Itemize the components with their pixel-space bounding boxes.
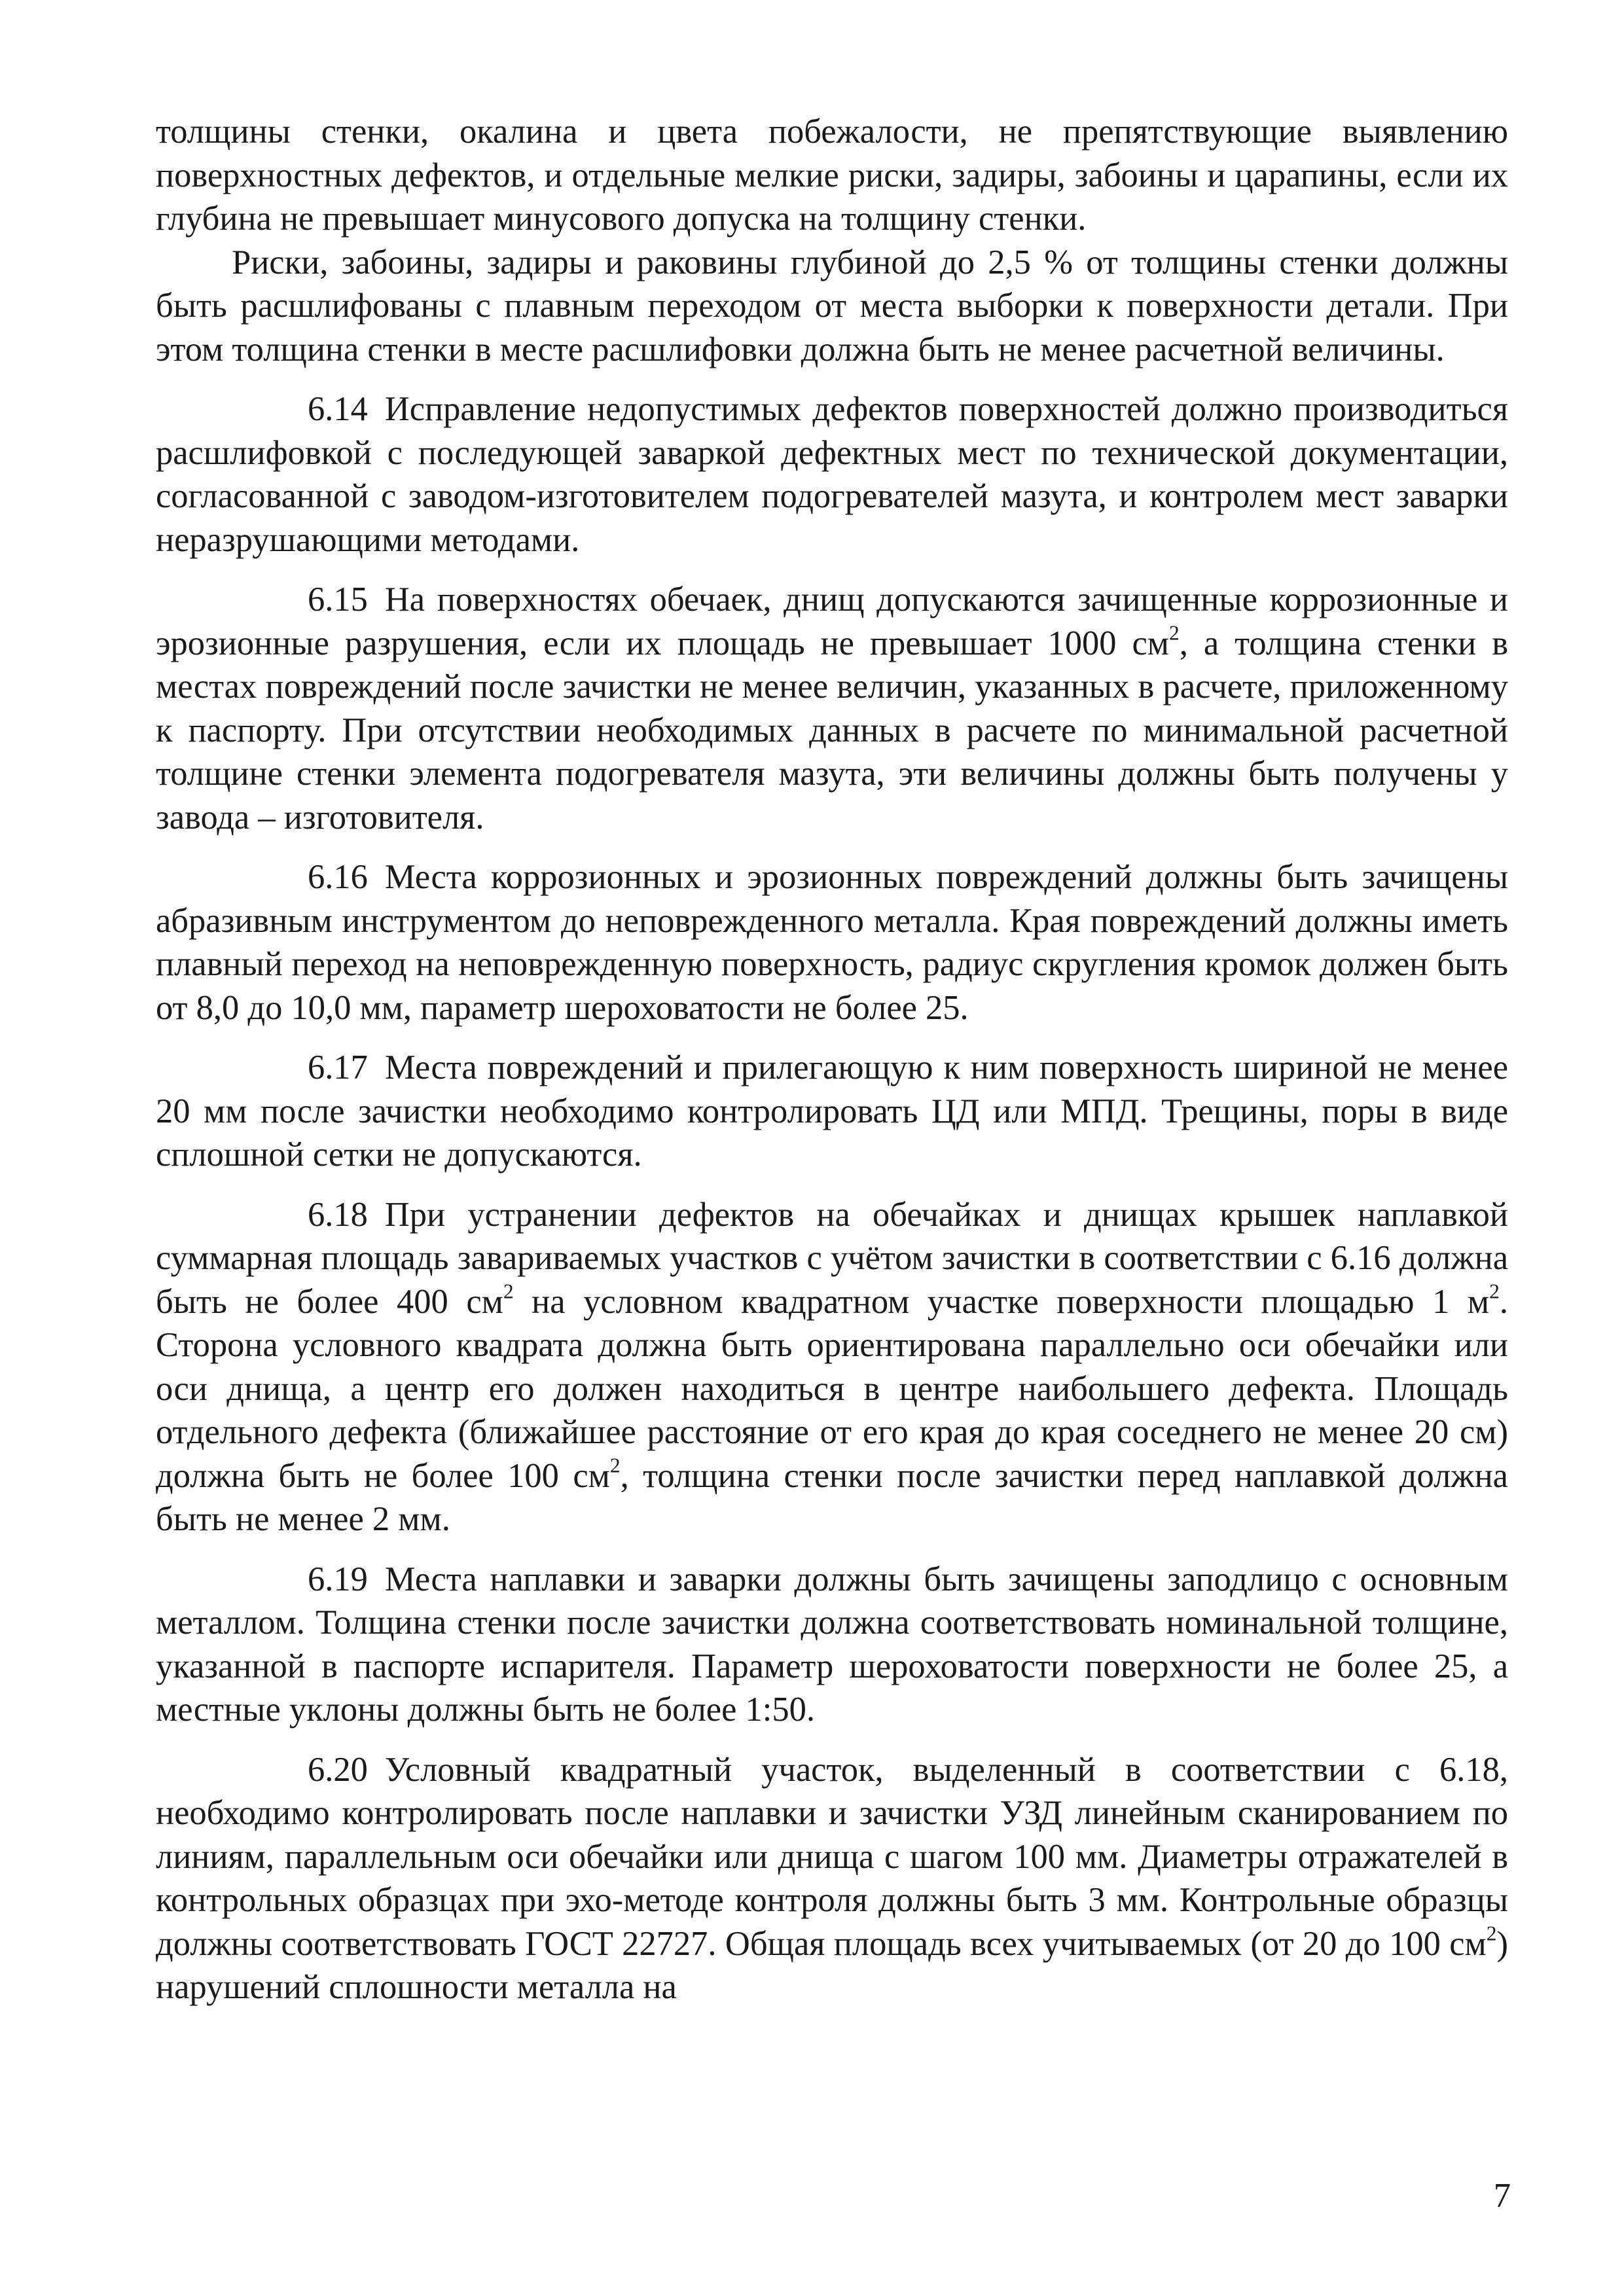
paragraph-text: Риски, забоины, задиры и раковины глубиной до 2,5 % от толщины стенки должны быть расшлифованы с плавным переходом от места выборки к поверхности детали. При этом толщина стенки в месте расшлифовки должна быть не менее расчетной величины.	[156, 243, 1508, 368]
paragraph-text: . Сторона условного квадрата должна быть ориентирована параллельно оси обечайки или оси днища, а центр его должен находиться в центре наибольшего дефекта. Площадь отдельного дефекта (ближайшее расстояние от его края до края соседнего не менее 20 см) должна быть не более 100 см	[156, 1282, 1508, 1495]
paragraph-number: 6.16	[308, 858, 368, 896]
paragraph-6-17	[156, 1046, 1508, 1177]
superscript: 2	[1169, 620, 1180, 644]
paragraph-number: 6.14	[308, 390, 368, 428]
paragraph-text: на условном квадратном участке поверхности площадью 1 м	[513, 1282, 1490, 1321]
superscript: 2	[1486, 1921, 1497, 1945]
superscript: 2	[503, 1279, 514, 1302]
document-body	[156, 110, 1508, 2009]
paragraph-text: Условный квадратный участок, выделенный в соответствии с 6.18, необходимо контролировать после наплавки и зачистки УЗД линейным сканированием по линиям, параллельным оси обечайки или днища с шагом 100 мм. Диаметры отражателей в контрольных образцах при эхо-методе контроля должны быть 3 мм. Контрольные образцы должны соответствовать ГОСТ 22727. Общая площадь всех учитываемых (от 20 до 100 см	[156, 1750, 1508, 1963]
paragraph-text: , а толщина стенки в местах повреждений после зачистки не менее величин, указанных в расчете, приложенному к паспорту. При отсутствии необходимых данных в расчете по минимальной расчетной толщине стенки элемента подогревателя мазута, эти величины должны быть получены у завода – изготовителя.	[156, 624, 1509, 836]
paragraph-text: , толщина стенки после зачистки перед наплавкой должна быть не менее 2 мм.	[156, 1456, 1508, 1538]
paragraph-6-20	[156, 1748, 1508, 2009]
page-number: 7	[1493, 2177, 1511, 2215]
paragraph-number: 6.19	[308, 1560, 368, 1598]
paragraph-number: 6.17	[308, 1049, 368, 1086]
paragraph-number: 6.18	[308, 1195, 368, 1234]
paragraph-6-15	[156, 578, 1508, 839]
superscript: 2	[1489, 1279, 1500, 1302]
paragraph-number: 6.20	[308, 1750, 368, 1789]
paragraph-number: 6.15	[308, 581, 368, 619]
paragraph-text: Места наплавки и заварки должны быть зачищены заподлицо с основным металлом. Толщина стенки после зачистки должна соответствовать номинальной толщине, указанной в паспорте испарителя. Параметр шероховатости поверхности не более 25, а местные уклоны должны быть не более 1:50.	[156, 1560, 1508, 1729]
paragraph-text: Места повреждений и прилегающую к ним поверхность шириной не менее 20 мм после зачистки необходимо контролировать ЦД или МПД. Трещины, поры в виде сплошной сетки не допускаются.	[156, 1049, 1508, 1174]
paragraph-text: При устранении дефектов на обечайках и днищах крышек наплавкой суммарная площадь завариваемых участков с учётом зачистки в соответствии с 6.16 должна быть не более 400 см	[156, 1195, 1508, 1321]
paragraph-continuation	[156, 110, 1508, 241]
paragraph-text: ) нарушений сплошности металла на	[156, 1924, 1508, 2006]
paragraph-6-14	[156, 387, 1508, 562]
paragraph-6-18	[156, 1193, 1508, 1541]
paragraph-6-16	[156, 855, 1508, 1030]
paragraph-6-19	[156, 1558, 1508, 1732]
paragraph-riski	[156, 241, 1508, 372]
paragraph-text: Исправление недопустимых дефектов поверхностей должно производиться расшлифовкой с последующей заваркой дефектных мест по технической документации, согласованной с заводом-изготовителем подогревателей мазута, и контролем мест заварки неразрушающими методами.	[156, 390, 1508, 559]
paragraph-text: На поверхностях обечаек, днищ допускаются зачищенные коррозионные и эрозионные разрушения, если их площадь не превышает 1000 см	[156, 581, 1508, 662]
paragraph-text: толщины стенки, окалина и цвета побежалости, не препятствующие выявлению поверхностных дефектов, и отдельные мелкие риски, задиры, забоины и царапины, если их глубина не превышает минусового допуска на толщину стенки.	[156, 113, 1508, 238]
superscript: 2	[609, 1453, 621, 1477]
paragraph-text: Места коррозионных и эрозионных повреждений должны быть зачищены абразивным инструментом до неповрежденного металла. Края повреждений должны иметь плавный переход на неповрежденную поверхность, радиус скругления кромок должен быть от 8,0 до 10,0 мм, параметр шероховатости не более 25.	[156, 858, 1508, 1027]
